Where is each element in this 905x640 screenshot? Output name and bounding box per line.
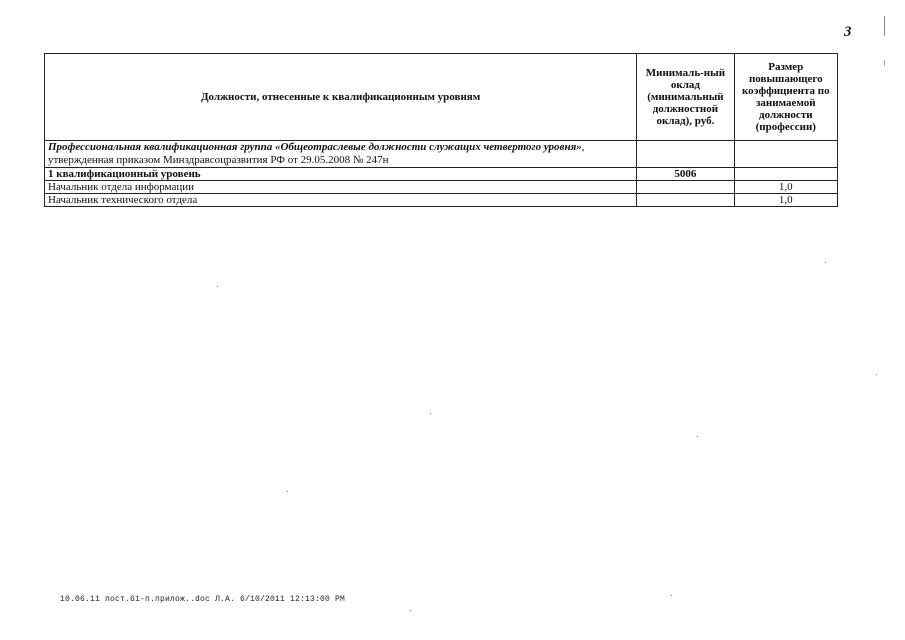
row-coefficient: 1,0 (734, 181, 837, 194)
group-row (45, 141, 838, 168)
table-row (45, 194, 838, 207)
page-number: 3 (844, 24, 852, 40)
scan-edge-mark (884, 60, 885, 66)
table-header-row (45, 54, 838, 141)
row-salary (637, 181, 734, 194)
scan-speck (697, 436, 698, 437)
group-title-rest: , утвержденная приказом Минздравсоцразвития РФ от 29.05.2008 № 247н (48, 141, 585, 166)
level-label: 1 квалификационный уровень (45, 168, 637, 181)
scan-speck (876, 374, 877, 375)
row-salary (637, 194, 734, 207)
level-salary: 5006 (637, 168, 734, 181)
scan-speck (430, 413, 431, 414)
scan-speck (825, 262, 826, 263)
row-position: Начальник отдела информации (45, 181, 637, 194)
table-row (45, 181, 838, 194)
header-coefficient: Размер повышающего коэффициента по занимаемой должности (профессии) (734, 54, 837, 141)
header-salary: Минималь-ный оклад (минимальный должностной оклад), руб. (637, 54, 734, 141)
scan-edge-mark (884, 16, 885, 36)
header-positions: Должности, отнесенные к квалификационным уровням (45, 54, 637, 141)
level-row (45, 168, 838, 181)
document-footer: 10.06.11 пост.61-п.прилож..doc Л.А. 6/10/2011 12:13:00 PM (60, 595, 346, 604)
scan-speck (671, 595, 672, 596)
level-coefficient-cell (734, 168, 837, 181)
positions-table (44, 53, 838, 207)
scan-speck (217, 286, 218, 287)
row-coefficient: 1,0 (734, 194, 837, 207)
scan-speck (410, 610, 411, 611)
group-title (45, 141, 637, 168)
group-coefficient-cell (734, 141, 837, 168)
group-title-italic: Профессиональная квалификационная группа «Общеотраслевые должности служащих четвертого уровня» (48, 141, 582, 153)
scan-speck (287, 491, 288, 492)
group-salary-cell (637, 141, 734, 168)
row-position: Начальник технического отдела (45, 194, 637, 207)
